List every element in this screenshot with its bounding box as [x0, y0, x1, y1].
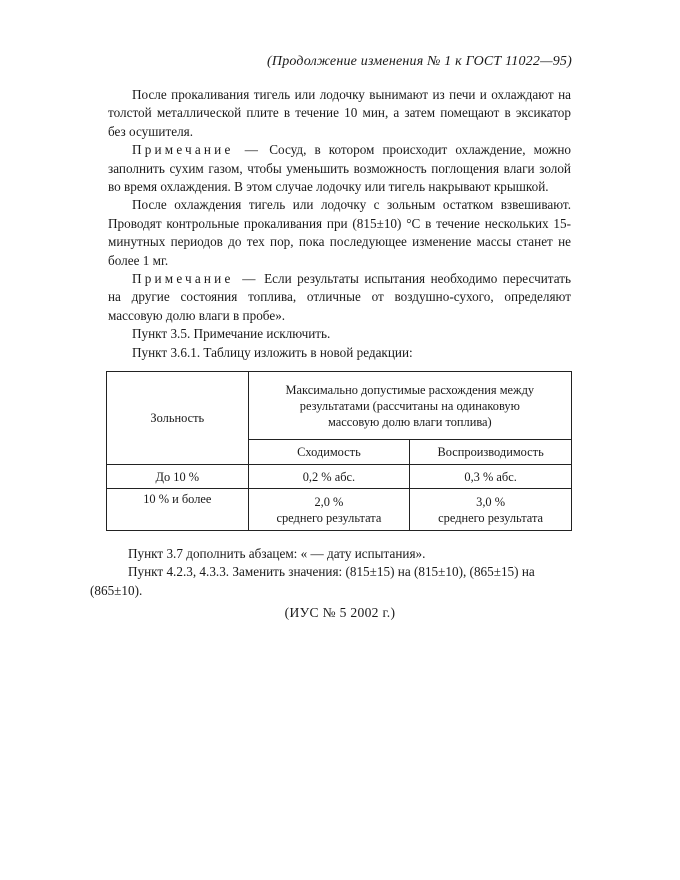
- paragraph: Пункт 3.5. Примечание исключить.: [132, 326, 331, 342]
- cell-repeatability: [248, 489, 410, 531]
- results-table: [106, 371, 572, 531]
- cell-note: среднего результата: [438, 510, 544, 525]
- note-label: Примечание —: [132, 142, 262, 158]
- note-text: Сосуд, в котором происходит охлаждение, можно заполнить сухим газом, чтобы уменьшить возможность поглощения влаги золой во время охлаждения. В этом случае лодочку или тигель накрывают крышкой.: [108, 142, 572, 195]
- note-paragraph: [108, 270, 571, 325]
- page-header: (Продолжение изменения № 1 к ГОСТ 11022—95): [267, 54, 572, 69]
- header-ash: Зольность: [107, 372, 249, 465]
- note-text: Если результаты испытания необходимо пересчитать на другие состояния топлива, отличные от воздушно-сухого, определяют массовую долю влаги в пробе».: [108, 271, 571, 323]
- note-label: Примечание —: [132, 271, 259, 287]
- cell-note: среднего результата: [276, 510, 382, 525]
- cell-ash: 10 % и более: [107, 489, 249, 531]
- after-table-text: [90, 545, 573, 600]
- paragraph: Пункт 3.7 дополнить абзацем: « — дату испытания».: [128, 546, 426, 561]
- table-row: [107, 465, 572, 489]
- cell-reproducibility: [410, 489, 572, 531]
- paragraph: Пункт 4.2.3, 4.3.3. Заменить значения: (815±15) на (815±10), (865±15) на (865±10).: [90, 564, 535, 598]
- paragraph: После охлаждения тигель или лодочку с зольным остатком взвешивают. Проводят контрольные прокаливания при (815±10) °С в течение нескольких 15-минутных периодов до тех пор, пока последующее изменение массы станет не более 1 мг.: [108, 197, 571, 268]
- header-repeatability: Сходимость: [248, 440, 410, 465]
- paragraph: Пункт 3.6.1. Таблицу изложить в новой редакции:: [132, 344, 413, 360]
- paragraph: После прокаливания тигель или лодочку вынимают из печи и охлаждают на толстой металлической плите в течение 10 мин, а затем помещают в эксикатор без осушителя.: [108, 87, 571, 139]
- cell-value: 2,0 %: [314, 494, 344, 509]
- note-paragraph: [108, 141, 571, 196]
- table-row: [107, 489, 572, 531]
- cell-ash: До 10 %: [107, 465, 249, 489]
- header-reproducibility: Воспроизводимость: [410, 440, 572, 465]
- cell-reproducibility: 0,3 % абс.: [410, 465, 572, 489]
- body-text: [108, 86, 571, 362]
- cell-repeatability: 0,2 % абс.: [248, 465, 410, 489]
- page-footer: (ИУС № 5 2002 г.): [284, 605, 396, 620]
- header-group: Максимально допустимые расхождения между результатами (рассчитаны на одинаковую массовую долю влаги топлива): [248, 372, 571, 440]
- cell-value: 3,0 %: [476, 494, 506, 509]
